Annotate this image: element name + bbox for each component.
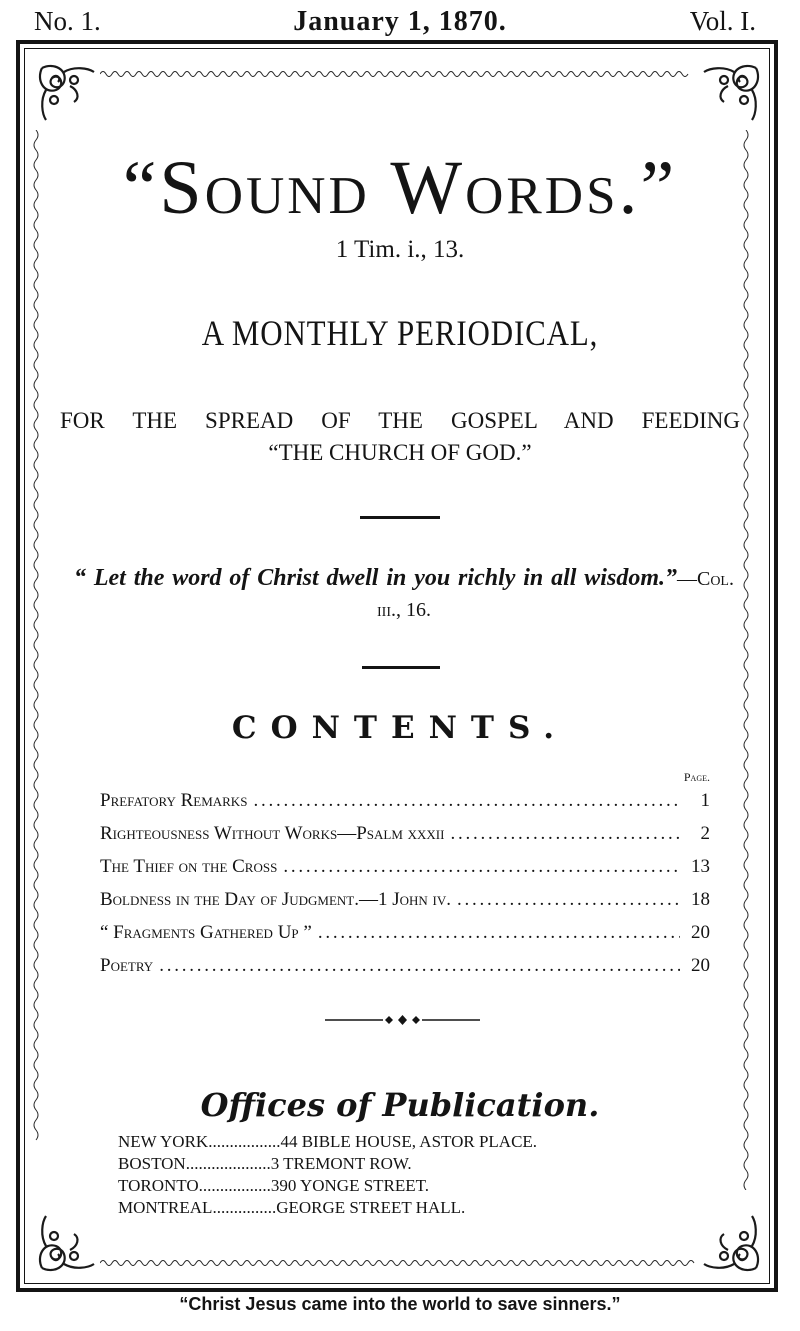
divider-rule-2 [362,666,440,669]
toc-title: Poetry [100,955,154,976]
scripture-reference: 1 Tim. i., 13. [335,236,465,263]
office-row [118,1131,718,1153]
toc-row[interactable] [100,922,710,955]
toc-page: 2 [700,823,710,844]
divider-rule-1 [360,516,440,519]
corner-ornament-bottom-left [34,1214,96,1276]
office-city: TORONTO................. [118,1176,271,1195]
toc-leader [318,922,680,944]
toc-title: Boldness in the Day of Judgment.—1 John iv. [100,889,452,910]
office-city: MONTREAL............... [118,1198,277,1217]
top-wave-border [100,68,700,80]
office-address: 3 TREMONT ROW. [270,1154,412,1173]
diamond-dot-ornament [325,1012,480,1028]
bottom-wave-border [100,1257,700,1269]
epigraph-verse [74,563,734,625]
toc-leader [450,823,680,845]
toc-row[interactable] [100,790,710,823]
office-row [118,1175,718,1197]
corner-ornament-top-right [702,60,764,122]
toc-leader [283,856,680,878]
table-of-contents [100,790,710,988]
purpose-line-1: FOR THE SPREAD OF THE GOSPEL AND FEEDING [60,408,740,433]
toc-row[interactable] [100,889,710,922]
toc-page: 18 [691,889,710,910]
verse-text: “ Let the word of Christ dwell in you richly in all wisdom.” [74,565,677,591]
office-city: NEW YORK................. [118,1132,281,1151]
toc-page: 20 [691,955,710,976]
offices-list [118,1131,718,1219]
corner-ornament-bottom-right [702,1214,764,1276]
issue-number: No. 1. [34,6,101,36]
toc-leader [159,955,680,977]
office-city: BOSTON.................... [118,1154,271,1173]
footer-quote: “Christ Jesus came into the world to save sinners.” [179,1294,621,1314]
contents-heading: CONTENTS. [231,710,569,746]
corner-ornament-top-left [34,60,96,122]
left-wave-border [30,130,42,1190]
toc-leader [253,790,680,812]
office-address: 44 BIBLE HOUSE, ASTOR PLACE. [280,1132,538,1151]
toc-row[interactable] [100,856,710,889]
volume-number: Vol. I. [689,6,756,36]
verse-reference: —Col. iii., 16. [377,568,734,621]
toc-row[interactable] [100,823,710,856]
toc-title: Righteousness Without Works—Psalm xxxii [100,823,445,844]
toc-page: 13 [691,856,710,877]
periodical-title: “Sound Words.” [122,146,678,230]
toc-leader [457,889,680,911]
toc-row[interactable] [100,955,710,988]
toc-title: The Thief on the Cross [100,856,278,877]
issue-date: January 1, 1870. [293,6,507,37]
page-column-label: Page. [683,770,710,784]
toc-page: 20 [691,922,710,943]
office-address: GEORGE STREET HALL. [276,1198,466,1217]
office-row [118,1197,718,1219]
office-address: 390 YONGE STREET. [270,1176,430,1195]
toc-title: Prefatory Remarks [100,790,248,811]
right-wave-border [740,130,752,1190]
office-row [118,1153,718,1175]
toc-title: “ Fragments Gathered Up ” [100,922,312,943]
periodical-subtitle: A MONTHLY PERIODICAL, [201,313,599,353]
purpose-line-2: “THE CHURCH OF GOD.” [268,440,532,465]
offices-heading: Offices of Publication. [200,1086,600,1124]
masthead-line [0,4,800,44]
toc-page: 1 [700,790,710,811]
